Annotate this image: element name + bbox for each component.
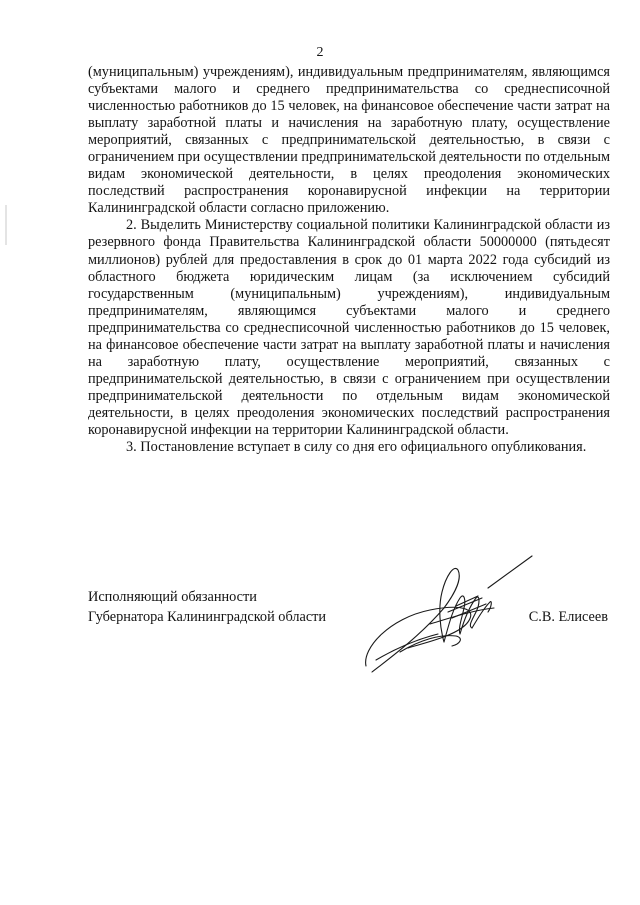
signatory-position-line-2: Губернатора Калининградской области xyxy=(88,609,327,625)
handwritten-signature-icon xyxy=(360,548,540,678)
paragraph-item-2: 2. Выделить Министерству социальной политики Калининградской области из резервного фонда Правительства Калининградской области 50000000 (пятьдесят миллионов) рублей для предоставления в срок до 01 марта 2022 года субсидий из областного бюджета юридическим лицам (за исключением субсидий государственным (муниципальным) учреждениям), индивидуальным предпринимателям, являющимся субъектами малого и среднего предпринимательства со среднесписочной численностью работников до 15 человек, на финансовое обеспечение части затрат на выплату заработной платы и начисления на заработную плату, осуществление мероприятий, связанных с предпринимательской деятельностью, в связи с ограничением при осуществлении предпринимательской деятельности по отдельным видам экономической деятельности, в целях преодоления экономических последствий распространения коронавирусной инфекции на территории Калининградской области. xyxy=(88,217,610,438)
document-body xyxy=(88,64,610,456)
paragraph-continuation: (муниципальным) учреждениям), индивидуальным предпринимателям, являющимся субъектами малого и среднего предпринимательства со среднесписочной численностью работников до 15 человек, на финансовое обеспечение части затрат на выплату заработной платы и начисления на заработную плату, осуществление мероприятий, связанных с предпринимательской деятельностью, в связи с ограничением при осуществлении предпринимательской деятельности по отдельным видам экономической деятельности, в целях преодоления экономических последствий распространения коронавирусной инфекции на территории Калининградской области согласно приложению. xyxy=(88,64,610,217)
signatory-position xyxy=(88,587,326,627)
page-number: 2 xyxy=(316,45,324,60)
signatory-position-line-1: Исполняющий обязанности xyxy=(88,589,257,605)
paragraph-item-3: 3. Постановление вступает в силу со дня его официального опубликования. xyxy=(126,439,587,456)
signatory-name: С.В. Елисеев xyxy=(528,609,608,625)
scan-artifact xyxy=(5,205,7,245)
